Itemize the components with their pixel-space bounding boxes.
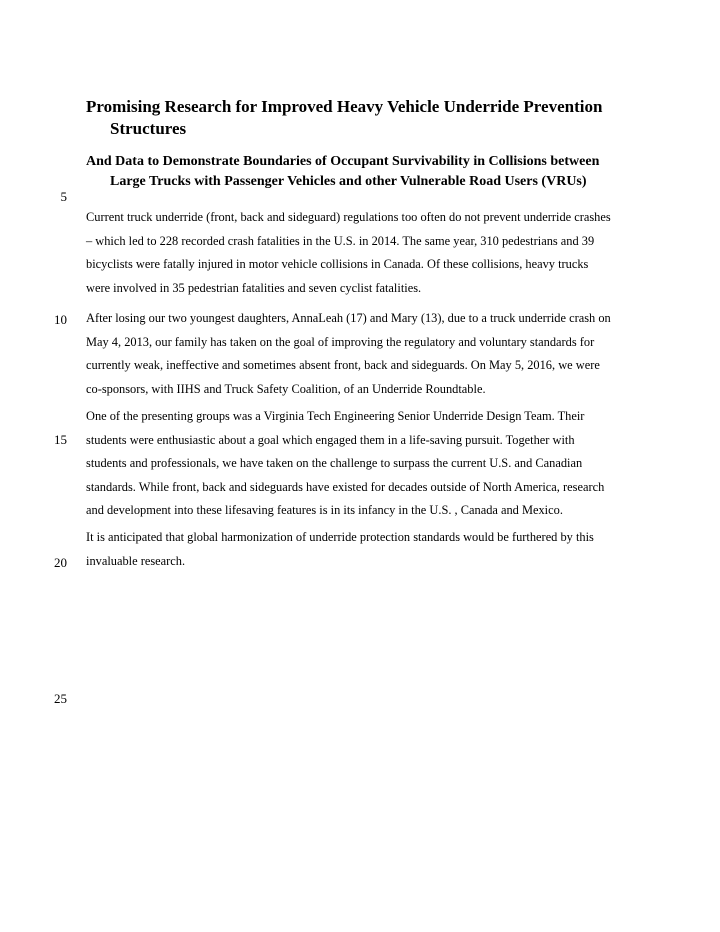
paragraph-virginia-tech <box>86 405 646 523</box>
title-line-2: Structures <box>110 119 187 138</box>
subtitle-line-1: And Data to Demonstrate Boundaries of Occupant Survivability in Collisions between <box>86 154 600 169</box>
text-line: One of the presenting groups was a Virginia Tech Engineering Senior Underride Design Team. Their <box>86 409 585 423</box>
text-line: currently weak, ineffective and sometimes absent front, back and sideguards. On May 5, 2016, we were <box>86 358 600 372</box>
line-number: 10 <box>54 312 67 327</box>
line-number: 15 <box>54 432 67 447</box>
text-line: – which led to 228 recorded crash fatalities in the U.S. in 2014. The same year, 310 pedestrians and 39 <box>86 233 595 248</box>
page-subtitle <box>86 152 646 192</box>
line-number: 20 <box>54 555 67 570</box>
text-line: co-sponsors, with IIHS and Truck Safety Coalition, of an Underride Roundtable. <box>86 381 486 396</box>
text-line: and development into these lifesaving features is in its infancy in the U.S. , Canada and Mexico. <box>86 503 563 517</box>
text-line: May 4, 2013, our family has taken on the goal of improving the regulatory and voluntary standards for <box>86 334 595 349</box>
paragraph-regulations <box>86 206 646 300</box>
text-line: invaluable research. <box>86 553 186 568</box>
title-line-1: Promising Research for Improved Heavy Vehicle Underride Prevention <box>86 97 603 116</box>
paragraph-harmonization <box>86 526 646 573</box>
line-number: 25 <box>54 691 67 706</box>
text-line: students and professionals, we have taken on the challenge to surpass the current U.S. and Canadian <box>86 456 583 470</box>
subtitle-line-2: Large Trucks with Passenger Vehicles and other Vulnerable Road Users (VRUs) <box>110 174 587 189</box>
text-line: were involved in 35 pedestrian fatalities and seven cyclist fatalities. <box>86 280 422 295</box>
page-title <box>86 96 646 140</box>
text-line: bicyclists were fatally injured in motor vehicle collisions in Canada. Of these collisions, heavy trucks <box>86 257 589 271</box>
line-number: 5 <box>60 189 67 204</box>
text-line: students were enthusiastic about a goal which engaged them in a life-saving pursuit. Together with <box>86 432 575 447</box>
text-line: It is anticipated that global harmonization of underride protection standards would be furthered by this <box>86 530 594 544</box>
text-line: After losing our two youngest daughters, AnnaLeah (17) and Mary (13), due to a truck underride crash on <box>86 311 611 325</box>
text-line: standards. While front, back and sideguards have existed for decades outside of North America, research <box>86 479 605 494</box>
text-line: Current truck underride (front, back and sideguard) regulations too often do not prevent underride crashes <box>86 210 611 224</box>
paragraph-family-goal <box>86 307 646 401</box>
